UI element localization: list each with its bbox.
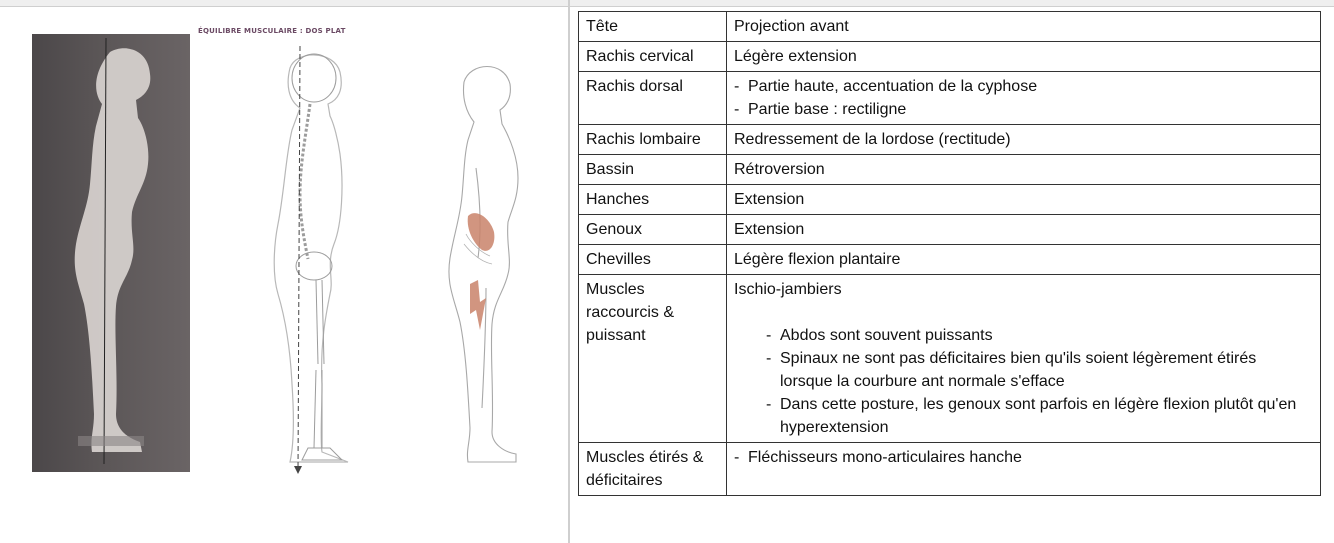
muscle-drawing — [420, 48, 540, 468]
bullet-list — [734, 324, 1313, 439]
table-row-tete — [579, 12, 1321, 42]
row-label: Tête — [579, 12, 727, 42]
bullet-item: - Abdos sont souvent puissants — [766, 324, 1313, 347]
posture-table-wrapper — [578, 11, 1321, 496]
table-row-muscles-raccourcis — [579, 275, 1321, 443]
photo-silhouette — [32, 34, 190, 472]
bullet-item: - Partie haute, accentuation de la cyphose — [734, 75, 1313, 98]
table-row-bassin — [579, 155, 1321, 185]
table-row-rachis-cervical — [579, 42, 1321, 72]
bullet-list — [734, 446, 1313, 469]
panel-divider — [568, 0, 570, 543]
bullet-list — [734, 75, 1313, 121]
row-value: Ischio-jambiers — [734, 281, 842, 298]
table-row-genoux — [579, 215, 1321, 245]
row-value: Légère flexion plantaire — [727, 245, 1321, 275]
row-label: Hanches — [579, 185, 727, 215]
row-label: Muscles étirés & déficitaires — [579, 443, 727, 496]
skeleton-drawing — [230, 44, 370, 474]
window-top-edge — [0, 0, 1334, 7]
row-value: Extension — [727, 185, 1321, 215]
figure-caption: ÉQUILIBRE MUSCULAIRE : DOS PLAT — [198, 27, 346, 35]
row-value-list — [727, 275, 1321, 443]
row-label: Rachis cervical — [579, 42, 727, 72]
table-row-rachis-lombaire — [579, 125, 1321, 155]
bullet-item: - Dans cette posture, les genoux sont parfois en légère flexion plutôt qu'en hyperextension — [766, 393, 1313, 439]
posture-table — [578, 11, 1321, 496]
row-label: Rachis lombaire — [579, 125, 727, 155]
posture-figure — [0, 8, 566, 543]
table-row-hanches — [579, 185, 1321, 215]
row-value: Légère extension — [727, 42, 1321, 72]
row-label: Bassin — [579, 155, 727, 185]
row-label: Muscles raccourcis & puissant — [579, 275, 727, 443]
row-label: Rachis dorsal — [579, 72, 727, 125]
bullet-item: - Spinaux ne sont pas déficitaires bien qu'ils soient légèrement étirés lorsque la courbure ant normale s'efface — [766, 347, 1313, 393]
table-row-rachis-dorsal — [579, 72, 1321, 125]
bullet-item: - Partie base : rectiligne — [734, 98, 1313, 121]
posture-photo — [32, 34, 190, 472]
row-value: Redressement de la lordose (rectitude) — [727, 125, 1321, 155]
row-value: Rétroversion — [727, 155, 1321, 185]
row-value-list — [727, 443, 1321, 496]
row-value: Projection avant — [727, 12, 1321, 42]
table-row-chevilles — [579, 245, 1321, 275]
row-spacer — [734, 301, 1313, 324]
row-label: Chevilles — [579, 245, 727, 275]
row-value-list — [727, 72, 1321, 125]
row-label: Genoux — [579, 215, 727, 245]
table-row-muscles-etires — [579, 443, 1321, 496]
bullet-item: - Fléchisseurs mono-articulaires hanche — [734, 446, 1313, 469]
row-value: Extension — [727, 215, 1321, 245]
